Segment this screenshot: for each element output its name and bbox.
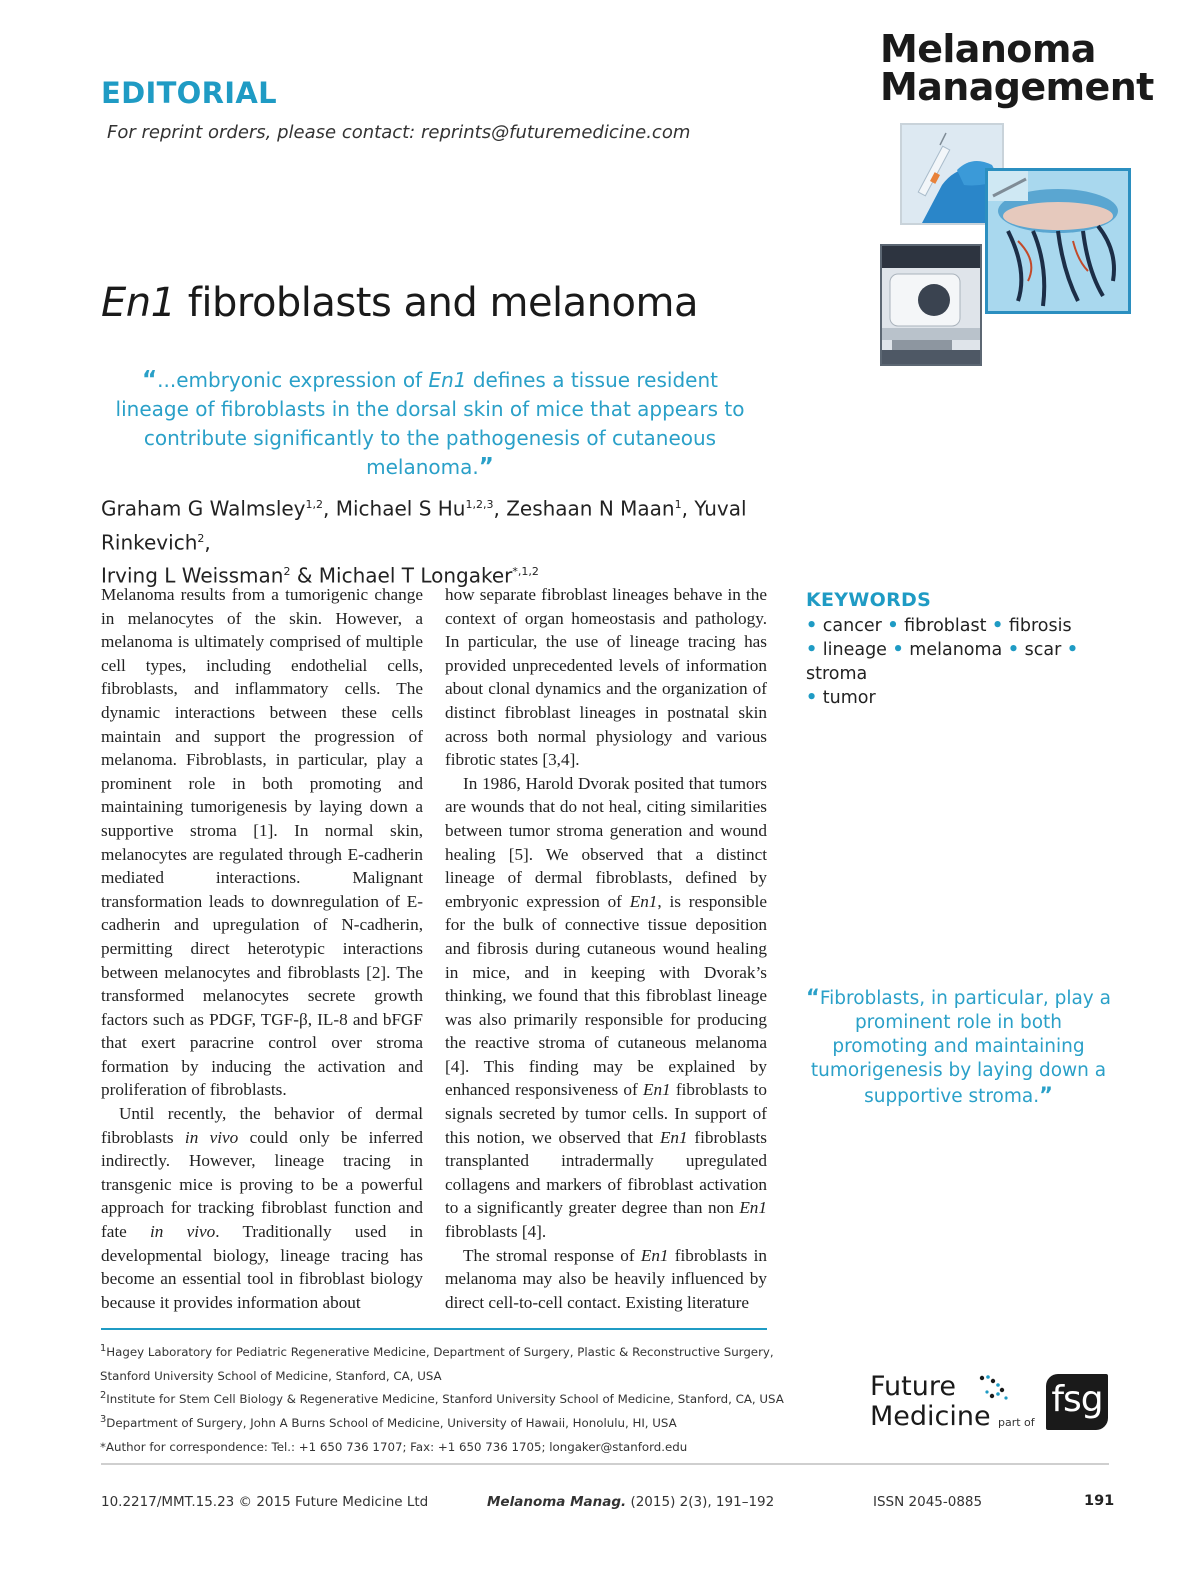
cover-image-skin-cross-section bbox=[985, 168, 1131, 314]
affiliation-text: Stanford University School of Medicine, Stanford, CA, USA bbox=[100, 1368, 442, 1383]
pull-quote-text-a: ...embryonic expression of bbox=[157, 368, 429, 392]
body-text: fibroblasts transplanted intradermally upregulated collagens and markers of fibroblast activation to a significantly greater degree than non bbox=[445, 1127, 767, 1218]
section-label: EDITORIAL bbox=[101, 76, 277, 110]
publisher-name-line2: Medicine bbox=[870, 1401, 991, 1432]
body-paragraph bbox=[445, 1244, 767, 1315]
affiliation-line bbox=[100, 1339, 800, 1363]
author-separator: , bbox=[493, 496, 507, 521]
keyword: fibroblast bbox=[904, 616, 987, 636]
author-separator: & bbox=[290, 563, 319, 588]
footer-divider bbox=[101, 1463, 1109, 1465]
pull-quote-sidebar bbox=[806, 985, 1111, 1109]
body-text: , is responsible for the bulk of connective tissue deposition and fibrosis during cutaneous wound healing in mice, and in keeping with Dvorak’s thinking, we found that this fibroblast lineage was also primarily responsible for producing the reactive stroma of cutaneous melanoma [4]. This finding may be explained by enhanced responsiveness of bbox=[445, 891, 768, 1100]
pull-quote-gene: En1 bbox=[428, 368, 467, 392]
footer-doi: 10.2217/MMT.15.23 © 2015 Future Medicine Ltd bbox=[101, 1494, 429, 1510]
page-number: 191 bbox=[1084, 1493, 1115, 1509]
journal-title-line1: Melanoma bbox=[880, 27, 1096, 71]
bullet-icon: • bbox=[806, 688, 818, 708]
bullet-icon: • bbox=[887, 616, 899, 636]
affiliation-line bbox=[100, 1434, 800, 1458]
publisher-name bbox=[870, 1372, 991, 1432]
footer-issn: ISSN 2045-0885 bbox=[873, 1494, 983, 1510]
author-name: Michael S Hu bbox=[335, 496, 466, 521]
affiliation-text: Department of Surgery, John A Burns School of Medicine, University of Hawaii, Honolulu, HI, USA bbox=[106, 1415, 677, 1430]
fsg-logo: fsg bbox=[1046, 1374, 1108, 1430]
publisher-name-line1: Future bbox=[870, 1371, 956, 1402]
keyword: tumor bbox=[822, 688, 876, 708]
body-paragraph: Melanoma results from a tumorigenic change in melanocytes of the skin. However, a melanoma is ultimately comprised of multiple cell types, including endothelial cells, fibroblasts, and inflammatory cells. The dynamic interactions between these cells maintain and support the progression of melanoma. Fibroblasts, in particular, play a prominent role in both promoting and maintaining tumorigenesis by laying down a supportive stroma [1]. In normal skin, melanocytes are regulated through E-cadherin mediated interactions. Malignant transformation leads to downregulation of E-cadherin and upregulation of N-cadherin, permitting direct heterotypic interactions between melanocytes and fibroblasts [2]. The transformed melanocytes secrete growth factors such as PDGF, TGF-β, IL-8 and bFGF that exert paracrine control over stroma formation by inducing the activation and proliferation of fibroblasts. bbox=[101, 585, 423, 1100]
body-text-italic: En1 bbox=[629, 891, 658, 911]
keyword: cancer bbox=[822, 616, 882, 636]
body-column-left bbox=[101, 583, 423, 1314]
body-text: fibroblasts [4]. bbox=[445, 1222, 547, 1242]
affiliation-text: Hagey Laboratory for Pediatric Regenerative Medicine, Department of Surgery, Plastic & Reconstructive Surgery, bbox=[106, 1344, 774, 1359]
publisher-logo bbox=[870, 1372, 1110, 1434]
keyword: stroma bbox=[806, 664, 868, 684]
author-separator: , bbox=[681, 496, 695, 521]
author-name: Michael T Longaker bbox=[318, 563, 513, 588]
affiliation-text: Institute for Stem Cell Biology & Regenerative Medicine, Stanford University School of Medicine, Stanford, CA, USA bbox=[106, 1392, 784, 1407]
author-name: Graham G Walmsley bbox=[101, 496, 306, 521]
keywords-list bbox=[806, 614, 1136, 710]
keyword: lineage bbox=[822, 640, 887, 660]
article-title bbox=[101, 280, 698, 326]
body-text: fibroblasts in melanoma may also be heavily influenced by direct cell-to-cell contact. Existing literature bbox=[445, 1245, 767, 1312]
dots-icon bbox=[978, 1374, 1014, 1404]
body-text-italic: En1 bbox=[739, 1198, 767, 1218]
keywords-heading: KEYWORDS bbox=[806, 589, 932, 611]
body-paragraph: how separate fibroblast lineages behave in the context of organ homeostasis and pathology. In particular, the use of lineage tracing has provided unprecedented levels of information about clonal dynamics and the organization of distinct fibroblast lineages in postnatal skin across both normal physiology and various fibrotic states [3,4]. bbox=[445, 585, 767, 770]
bullet-icon: • bbox=[1066, 640, 1079, 660]
body-text: The stromal response of bbox=[463, 1245, 641, 1265]
body-text: fibroblasts to signals secreted by tumor cells. In support of this notion, we observed that bbox=[445, 1080, 767, 1147]
author-affiliation-marker: *,1,2 bbox=[512, 565, 539, 579]
quote-close-mark: ” bbox=[478, 454, 494, 480]
affiliations bbox=[100, 1339, 800, 1457]
author-affiliation-marker: 2 bbox=[197, 531, 205, 545]
author-name: Irving L Weissman bbox=[101, 563, 284, 588]
author-list bbox=[101, 490, 791, 591]
bullet-icon: • bbox=[806, 640, 818, 660]
author-affiliation-marker: 2 bbox=[283, 565, 291, 579]
affiliation-line bbox=[100, 1386, 800, 1410]
affiliation-line bbox=[100, 1410, 800, 1434]
author-affiliation-marker: 1 bbox=[674, 498, 682, 511]
cover-image-scanner bbox=[880, 244, 982, 366]
body-text: . Traditionally used in developmental biology, lineage tracing has become an essential tool in fibroblast biology because it provides information about bbox=[101, 1222, 423, 1312]
affiliation-marker: 3 bbox=[100, 1413, 107, 1425]
body-text: Until recently, the behavior of dermal fibroblasts bbox=[101, 1104, 423, 1147]
footer-citation-detail: (2015) 2(3), 191–192 bbox=[626, 1494, 775, 1510]
part-of-label: part of bbox=[998, 1416, 1035, 1429]
body-text-italic: En1 bbox=[642, 1080, 671, 1100]
reprint-note: For reprint orders, please contact: reprints@futuremedicine.com bbox=[107, 122, 691, 143]
bullet-icon: • bbox=[806, 616, 818, 636]
author-affiliation-marker: 1,2 bbox=[305, 498, 324, 511]
body-paragraph bbox=[445, 772, 767, 1244]
article-title-gene: En1 bbox=[101, 280, 176, 326]
quote-open-mark: “ bbox=[806, 985, 820, 1009]
body-text-italic: En1 bbox=[659, 1127, 688, 1147]
body-column-right bbox=[445, 583, 767, 1314]
affiliation-text: *Author for correspondence: Tel.: +1 650 736 1707; Fax: +1 650 736 1705; longaker@stanford.edu bbox=[100, 1439, 688, 1454]
author-name: Yuval Rinkevich bbox=[101, 496, 747, 555]
keyword: scar bbox=[1024, 640, 1062, 660]
body-text: could only be inferred indirectly. However, lineage tracing in transgenic mice is proving to be a powerful approach for tracking fibroblast function and fate bbox=[101, 1127, 424, 1242]
body-text-italic: in vivo bbox=[150, 1222, 216, 1242]
body-text-italic: in vivo bbox=[184, 1127, 239, 1147]
author-separator: , bbox=[323, 496, 336, 521]
keyword: fibrosis bbox=[1008, 616, 1072, 636]
quote-open-mark: “ bbox=[142, 367, 158, 393]
footer-journal-abbrev: Melanoma Manag. bbox=[487, 1494, 627, 1510]
affiliation-marker: 1 bbox=[100, 1343, 107, 1354]
body-text: In 1986, Harold Dvorak posited that tumors are wounds that do not heal, citing similarities between tumor stroma generation and wound healing [5]. We observed that a distinct lineage of dermal fibroblasts, defined by embryonic expression of bbox=[445, 773, 767, 911]
pull-quote-main bbox=[110, 366, 750, 482]
author-name: Zeshaan N Maan bbox=[506, 496, 675, 521]
body-paragraph bbox=[101, 1102, 423, 1314]
bullet-icon: • bbox=[992, 616, 1004, 636]
quote-close-mark: ” bbox=[1039, 1083, 1053, 1107]
affiliations-divider bbox=[101, 1328, 767, 1330]
author-affiliation-marker: 1,2,3 bbox=[465, 498, 494, 511]
pull-quote-text: Fibroblasts, in particular, play a prominent role in both promoting and maintaining tumorigenesis by laying down a supportive stroma. bbox=[810, 988, 1111, 1107]
journal-title bbox=[880, 27, 1154, 109]
footer-citation bbox=[487, 1494, 774, 1510]
body-text-italic: En1 bbox=[640, 1245, 669, 1265]
bullet-icon: • bbox=[1007, 640, 1020, 660]
affiliation-line bbox=[100, 1363, 800, 1387]
bullet-icon: • bbox=[892, 640, 904, 660]
affiliation-marker: 2 bbox=[100, 1390, 107, 1402]
author-separator: , bbox=[204, 530, 211, 555]
article-title-rest: fibroblasts and melanoma bbox=[175, 280, 698, 326]
keyword: melanoma bbox=[909, 640, 1003, 660]
pull-quote-text-b: defines a tissue resident lineage of fibroblasts in the dorsal skin of mice that appears to contribute significantly to the pathogenesis of cutaneous melanoma. bbox=[115, 368, 745, 479]
journal-title-line2: Management bbox=[880, 65, 1154, 109]
